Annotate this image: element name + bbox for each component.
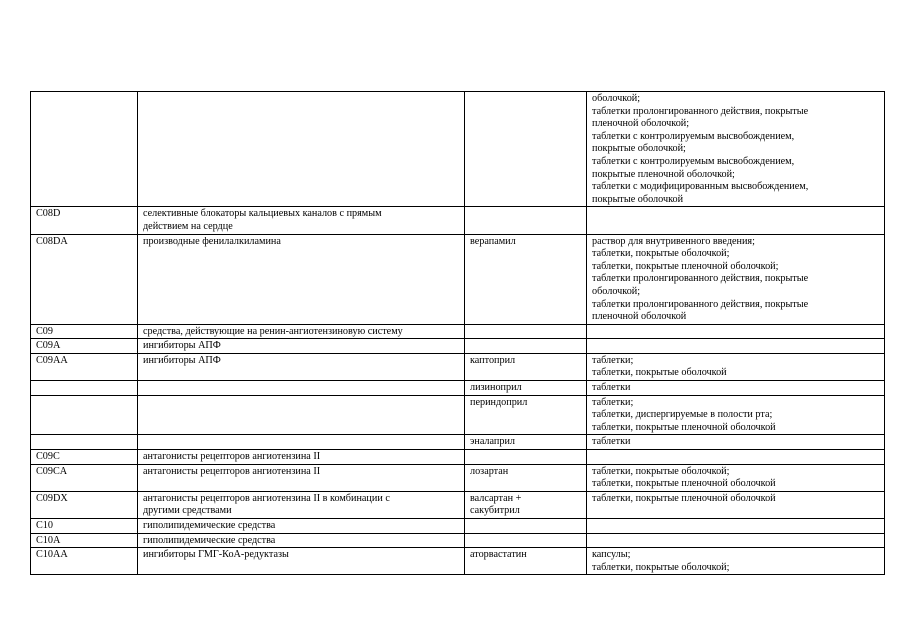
cell-text-line: C09DX <box>36 492 68 504</box>
dosage-forms-cell <box>587 491 885 518</box>
table-row <box>31 491 885 518</box>
drug-name-cell <box>465 548 587 575</box>
anatomical-group-cell <box>138 381 465 396</box>
dosage-forms-cell <box>587 395 885 435</box>
cell-text-line: раствор для внутривенного введения; <box>592 235 755 247</box>
cell-text-line: таблетки, покрытые пленочной оболочкой; <box>592 260 779 272</box>
atc-code-cell <box>31 339 138 354</box>
cell-text-line: таблетки пролонгированного действия, покрытые <box>592 273 809 285</box>
cell-text-line: верапамил <box>470 235 516 247</box>
table-row <box>31 207 885 234</box>
cell-text-line: C09C <box>36 451 60 463</box>
drug-name-cell <box>465 464 587 491</box>
drug-name-cell <box>465 339 587 354</box>
table-row <box>31 548 885 575</box>
dosage-forms-cell <box>587 381 885 396</box>
cell-text-line: таблетки, покрытые оболочкой <box>592 367 727 379</box>
cell-text-line: таблетки, покрытые оболочкой; <box>592 465 730 477</box>
drug-name-cell <box>465 395 587 435</box>
table-row <box>31 324 885 339</box>
drug-list-table <box>30 91 885 575</box>
cell-text-line: C09AA <box>36 354 68 366</box>
cell-text-line: таблетки пролонгированного действия, покрытые <box>592 105 809 117</box>
cell-text-line: покрытые оболочкой <box>592 193 684 205</box>
drug-name-cell <box>465 324 587 339</box>
cell-text-line: C10A <box>36 534 61 546</box>
atc-code-cell <box>31 464 138 491</box>
atc-code-cell <box>31 353 138 380</box>
table-row <box>31 381 885 396</box>
dosage-forms-cell <box>587 339 885 354</box>
cell-text-line: C09 <box>36 325 53 337</box>
atc-code-cell <box>31 381 138 396</box>
cell-text-line: периндоприл <box>470 396 528 408</box>
drug-name-cell <box>465 381 587 396</box>
table-row <box>31 450 885 465</box>
atc-code-cell <box>31 491 138 518</box>
dosage-forms-cell <box>587 533 885 548</box>
cell-text-line: селективные блокаторы кальциевых каналов с прямым <box>143 208 382 220</box>
drug-name-cell <box>465 533 587 548</box>
drug-name-cell <box>465 353 587 380</box>
atc-code-cell <box>31 450 138 465</box>
atc-code-cell <box>31 533 138 548</box>
cell-text-line: средства, действующие на ренин-ангиотензиновую систему <box>143 325 403 337</box>
cell-text-line: гиполипидемические средства <box>143 534 276 546</box>
cell-text-line: таблетки с модифицированным высвобождением, <box>592 181 809 193</box>
cell-text-line: гиполипидемические средства <box>143 520 276 531</box>
cell-text-line: покрытые пленочной оболочкой; <box>592 168 735 180</box>
anatomical-group-cell <box>138 533 465 548</box>
dosage-forms-cell <box>587 234 885 324</box>
drug-name-cell <box>465 207 587 234</box>
atc-code-cell <box>31 435 138 450</box>
table-row <box>31 519 885 534</box>
cell-text-line: C10 <box>36 520 53 531</box>
cell-text-line: пленочной оболочкой; <box>592 118 690 130</box>
cell-text-line: ингибиторы ГМГ-КоА-редуктазы <box>143 549 289 561</box>
anatomical-group-cell <box>138 395 465 435</box>
drug-name-cell <box>465 234 587 324</box>
anatomical-group-cell <box>138 324 465 339</box>
cell-text-line: антагонисты рецепторов ангиотензина II <box>143 465 321 477</box>
cell-text-line: таблетки <box>592 382 631 394</box>
cell-text-line: сакубитрил <box>470 505 520 517</box>
cell-text-line: антагонисты рецепторов ангиотензина II <box>143 451 321 463</box>
dosage-forms-cell <box>587 464 885 491</box>
cell-text-line: таблетки, покрытые оболочкой; <box>592 248 730 260</box>
atc-code-cell <box>31 207 138 234</box>
cell-text-line: капсулы; <box>592 549 631 561</box>
anatomical-group-cell <box>138 548 465 575</box>
cell-text-line: таблетки с контролируемым высвобождением, <box>592 155 795 167</box>
cell-text-line: ингибиторы АПФ <box>143 354 221 366</box>
cell-text-line: ингибиторы АПФ <box>143 340 221 352</box>
cell-text-line: таблетки; <box>592 354 634 366</box>
cell-text-line: антагонисты рецепторов ангиотензина II в комбинации с <box>143 492 390 504</box>
cell-text-line: таблетки, покрытые пленочной оболочкой <box>592 478 776 490</box>
cell-text-line: оболочкой; <box>592 285 641 297</box>
cell-text-line: таблетки, диспергируемые в полости рта; <box>592 409 773 421</box>
table-row <box>31 464 885 491</box>
atc-code-cell <box>31 234 138 324</box>
anatomical-group-cell <box>138 234 465 324</box>
drug-name-cell <box>465 92 587 207</box>
cell-text-line: таблетки, покрытые оболочкой; <box>592 561 730 573</box>
dosage-forms-cell <box>587 207 885 234</box>
cell-text-line: лозартан <box>470 465 509 477</box>
drug-name-cell <box>465 519 587 534</box>
cell-text-line: каптоприл <box>470 354 516 366</box>
cell-text-line: производные фенилалкиламина <box>143 235 281 247</box>
cell-text-line: таблетки, покрытые пленочной оболочкой <box>592 492 776 504</box>
dosage-forms-cell <box>587 450 885 465</box>
drug-table-body <box>31 92 885 575</box>
table-row <box>31 234 885 324</box>
anatomical-group-cell <box>138 464 465 491</box>
cell-text-line: C09A <box>36 340 61 352</box>
anatomical-group-cell <box>138 353 465 380</box>
dosage-forms-cell <box>587 519 885 534</box>
anatomical-group-cell <box>138 435 465 450</box>
dosage-forms-cell <box>587 92 885 207</box>
anatomical-group-cell <box>138 92 465 207</box>
atc-code-cell <box>31 548 138 575</box>
drug-name-cell <box>465 450 587 465</box>
anatomical-group-cell <box>138 491 465 518</box>
table-row <box>31 435 885 450</box>
cell-text-line: эналаприл <box>470 436 515 448</box>
anatomical-group-cell <box>138 519 465 534</box>
cell-text-line: таблетки пролонгированного действия, покрытые <box>592 298 809 310</box>
cell-text-line: таблетки <box>592 436 631 448</box>
table-row <box>31 533 885 548</box>
cell-text-line: C08DA <box>36 235 68 247</box>
cell-text-line: C08D <box>36 208 61 220</box>
cell-text-line: действием на сердце <box>143 220 233 232</box>
drug-name-cell <box>465 491 587 518</box>
cell-text-line: лизиноприл <box>470 382 522 394</box>
cell-text-line: валсартан + <box>470 492 522 504</box>
cell-text-line: пленочной оболочкой <box>592 311 687 323</box>
cell-text-line: оболочкой; <box>592 93 641 104</box>
drug-name-cell <box>465 435 587 450</box>
table-row <box>31 92 885 207</box>
atc-code-cell <box>31 519 138 534</box>
atc-code-cell <box>31 395 138 435</box>
cell-text-line: другими средствами <box>143 505 232 517</box>
table-row <box>31 353 885 380</box>
dosage-forms-cell <box>587 548 885 575</box>
cell-text-line: таблетки с контролируемым высвобождением, <box>592 130 795 142</box>
dosage-forms-cell <box>587 435 885 450</box>
cell-text-line: таблетки; <box>592 396 634 408</box>
anatomical-group-cell <box>138 207 465 234</box>
dosage-forms-cell <box>587 353 885 380</box>
table-row <box>31 395 885 435</box>
cell-text-line: C09CA <box>36 465 68 477</box>
cell-text-line: C10AA <box>36 549 68 561</box>
table-row <box>31 339 885 354</box>
cell-text-line: аторвастатин <box>470 549 527 561</box>
anatomical-group-cell <box>138 339 465 354</box>
dosage-forms-cell <box>587 324 885 339</box>
cell-text-line: таблетки, покрытые пленочной оболочкой <box>592 421 776 433</box>
atc-code-cell <box>31 92 138 207</box>
anatomical-group-cell <box>138 450 465 465</box>
atc-code-cell <box>31 324 138 339</box>
cell-text-line: покрытые оболочкой; <box>592 143 686 155</box>
